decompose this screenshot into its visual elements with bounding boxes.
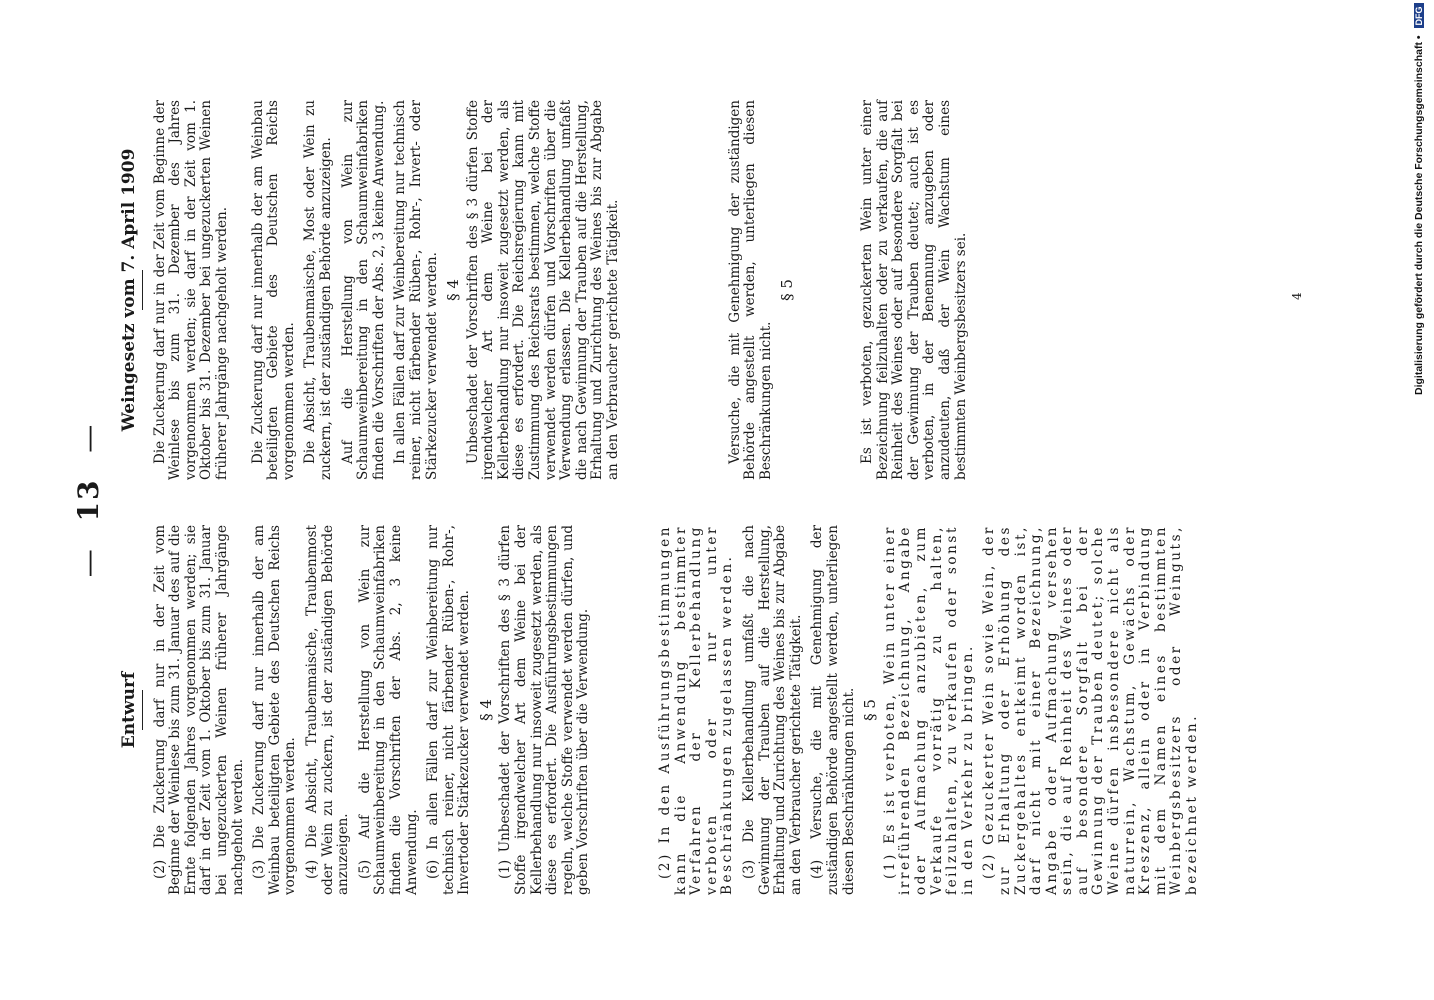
paragraph: (2) Gezuckerter Wein sowie Wein, der zur Erhaltung oder Erhöhung des Zuckergehaltes entkeimt worden ist, darf nicht mit einer Bezeichnung, Angabe oder Aufmachung versehen sein, die auf Reinheit des Weines oder auf besondere Sorgfalt bei der Gewinnung der Trauben deutet; solche Weine dürfen insbesondere nicht als naturrein, Wachstum, Gewächs oder Kreszenz, allein oder in Verbindung mit dem Namen eines bestimmten Weinbergsbesitzers oder Weinguts, bezeichnet werden.: [981, 525, 1201, 895]
paragraph: Unbeschadet der Vorschriften des § 3 dürfen Stoffe irgendwelcher Art dem Weine bei der Kellerbehandlung nur insoweit zugesetzt werden, als diese es erfordert. Die Reichsregierung kann mit Zustimmung des Reichsrats bestimmen, welche Stoffe verwendet werden dürfen und Vorschriften über die Verwendung erlassen. Die Kellerbehandlung umfaßt die nach Gewinnung der Trauben auf die Herstellung, Erhaltung und Zurichtung des Weines bis zur Abgabe an den Verbraucher gerichtete Tätigkeit.: [464, 100, 622, 480]
paragraph: (3) Die Zuckerung darf nur innerhalb der am Weinbau beteiligten Gebiete des Deutschen Reichs vorgenommen werden.: [251, 525, 299, 895]
paragraph: Die Absicht, Traubenmaische, Most oder Wein zu zuckern, ist der zuständigen Behörde anzuzeigen.: [302, 100, 334, 480]
digitization-note: [1413, 4, 1425, 396]
section-heading: § 5: [778, 279, 797, 301]
paragraph: (3) Die Kellerbehandlung umfaßt die nach Gewinnung der Trauben auf die Herstellung, Erhaltung und Zurichtung des Weines bis zur Abgabe an den Verbraucher gerichtete Tätigkeit.: [741, 525, 804, 895]
section-heading: § 5: [861, 699, 880, 721]
page-number: 13: [72, 478, 105, 522]
digitization-note-text: Digitalisierung gefördert durch die Deutsche Forschungsgemeinschaft •: [1413, 35, 1425, 395]
paragraph: (4) Versuche, die mit Genehmigung der zuständigen Behörde angestellt werden, unterliegen diesen Beschränkungen nicht.: [809, 525, 857, 895]
page-number-dash-left: —: [72, 547, 105, 578]
paragraph: (2) In den Ausführungsbestimmungen kann die Anwendung bestimmter Verfahren der Kellerbehandlung verboten oder nur unter Beschränkungen zugelassen werden.: [657, 525, 736, 895]
paragraph: In allen Fällen darf zur Weinbereitung nur technisch reiner, nicht färbender Rüben-, Rohr-, Invert- oder Stärkezucker verwendet werden.: [392, 100, 440, 480]
column-weingesetz: [119, 100, 975, 480]
paragraph: Versuche, die mit Genehmigung der zuständigen Behörde angestellt werden, unterliegen diesen Beschränkungen nicht.: [726, 100, 774, 480]
paragraph: (2) Die Zuckerung darf nur in der Zeit vom Beginne der Weinlese bis zum 31. Januar des auf die Ernte folgenden Jahres vorgenommen werden; sie darf in der Zeit vom 1. Oktober bis zum 31. Januar bei ungezuckerten Weinen früherer Jahrgänge nachgeholt werden.: [151, 525, 246, 895]
paragraph: Die Zuckerung darf nur in der Zeit vom Beginne der Weinlese bis zum 31. Dezember des Jahres vorgenommen werden; sie darf in der Zeit vom 1. Oktober bis 31. Dezember bei ungezuckerten Weinen früherer Jahrgänge nachgeholt werden.: [151, 100, 230, 480]
column-entwurf: [119, 525, 1207, 895]
dfg-logo: DFG: [1414, 4, 1424, 29]
paragraph: (6) In allen Fällen darf zur Weinbereitung nur technisch reiner, nicht färbender Rüben-, Rohr-, Invertoder Stärkezucker verwendet werden.: [425, 525, 473, 895]
paragraph: (5) Auf die Herstellung von Wein zur Schaumweinbereitung in den Schaumweinfabriken finden die Vorschriften der Abs. 2, 3 keine Anwendung.: [356, 525, 420, 895]
paragraph: (1) Unbeschadet der Vorschriften des § 3 dürfen Stoffe irgendwelcher Art dem Weine bei der Kellerbehandlung nur insoweit zugesetzt werden, als diese es erfordert. Die Ausführungsbestimmungen regeln, welche Stoffe verwendet werden dürfen, und geben Vorschriften über die Verwendung.: [497, 525, 592, 895]
paragraph: (4) Die Absicht, Traubenmaische, Traubenmost oder Wein zu zuckern, ist der zuständigen Behörde anzuzeigen.: [303, 525, 352, 895]
footer-number: 4: [1290, 292, 1304, 300]
column-title-entwurf: Entwurf: [119, 671, 139, 749]
paragraph: Auf die Herstellung von Wein zur Schaumweinbereitung in den Schaumweinfabriken finden die Vorschriften der Abs. 2, 3 keine Anwendung.: [339, 100, 387, 480]
column-title-weingesetz: Weingesetz vom 7. April 1909: [119, 148, 139, 432]
paragraph: Es ist verboten, gezuckerten Wein unter einer Bezeichnung feilzuhalten oder zu verkaufen, die auf Reinheit des Weines oder auf besondere Sorgfalt bei der Gewinnung der Trauben deutet; auch ist es verboten, in der Benennung anzugeben oder anzudeuten, daß der Wein Wachstum eines bestimmten Weinbergsbesitzers sei.: [859, 100, 969, 480]
paragraph: Die Zuckerung darf nur innerhalb der am Weinbau beteiligten Gebiete des Deutschen Reichs vorgenommen werden.: [249, 100, 297, 480]
page-number-header: [72, 380, 105, 620]
digitization-margin-note: [1400, 0, 1434, 1000]
title-rule: [142, 270, 143, 310]
page-number-dash-right: —: [72, 422, 105, 453]
section-heading: § 4: [444, 279, 463, 301]
title-rule: [142, 690, 143, 730]
section-heading: § 4: [476, 699, 495, 721]
paragraph: (1) Es ist verboten, Wein unter einer irreführenden Bezeichnung, Angabe oder Aufmachung anzubieten, zum Verkaufe vorrätig zu halten, feilzuhalten, zu verkaufen oder sonst in den Verkehr zu bringen.: [881, 525, 976, 895]
